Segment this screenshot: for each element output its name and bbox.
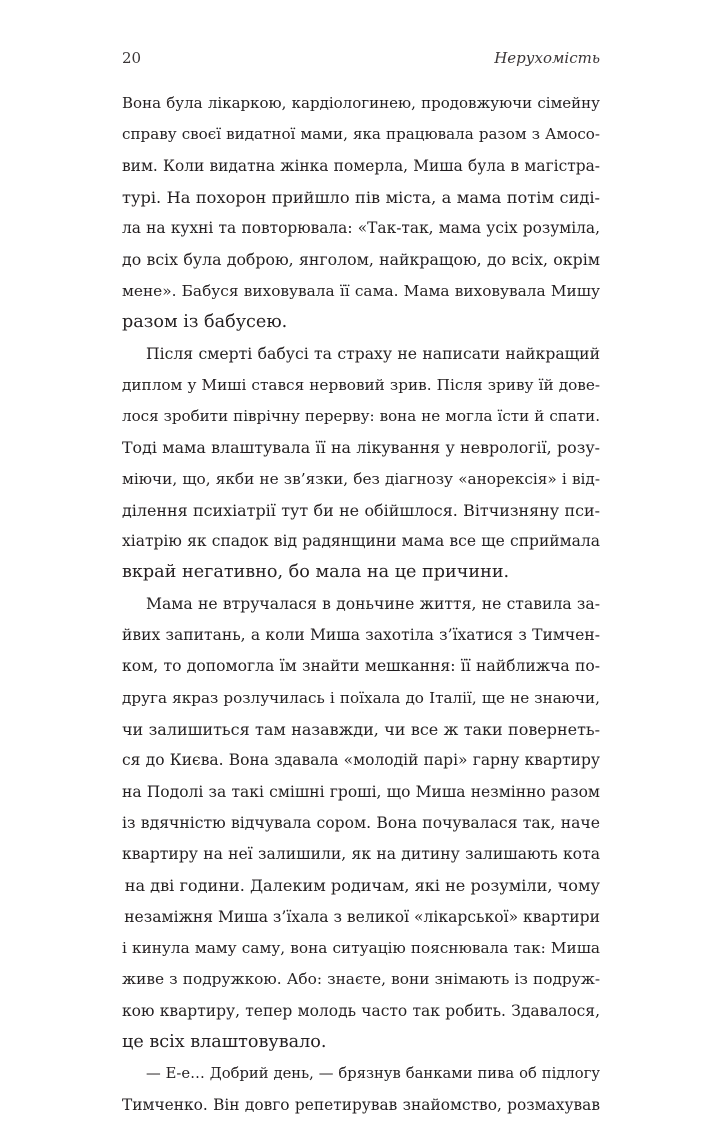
text-line: хіатрію як спадок від радянщини мама все ще сприймала bbox=[122, 532, 600, 551]
text-line: Тимченко. Він довго репетирував знайомство, розмахував bbox=[122, 1095, 600, 1114]
text-line: чи залишиться там назавжди, чи все ж таки повернеть- bbox=[122, 719, 600, 739]
text-line: вим. Коли видатна жінка померла, Миша була в магістра- bbox=[122, 156, 600, 175]
text-line: вкрай негативно, бо мала на це причини. bbox=[122, 562, 510, 583]
text-line: на Подолі за такі смішні гроші, що Миша незмінно разом bbox=[122, 782, 600, 801]
text-line: і кинула маму саму, вона ситуацію пояснювала так: Миша bbox=[122, 939, 600, 958]
text-line: разом із бабусею. bbox=[122, 312, 288, 333]
text-line: справу своєї видатної мами, яка працювала разом з Амосо- bbox=[122, 125, 600, 144]
text-line: кою квартиру, тепер молодь часто так робить. Здавалося, bbox=[122, 1001, 600, 1020]
page-number: 20 bbox=[122, 49, 142, 67]
text-line: Мама не втручалася в доньчине життя, не ставила за- bbox=[146, 594, 600, 613]
text-line: живе з подружкою. Або: знаєте, вони знімають із подруж- bbox=[122, 970, 600, 989]
text-line: диплом у Миші стався нервовий зрив. Після зриву їй дове- bbox=[122, 375, 600, 394]
text-line: мене». Бабуся виховувала її сама. Мама виховувала Мишу bbox=[122, 281, 600, 300]
text-line: це всіх влаштовувало. bbox=[122, 1031, 327, 1052]
text-line: міючи, що, якби не зв’язки, без діагнозу «анорексія» і від- bbox=[122, 469, 600, 488]
text-line: друга якраз розлучилась і поїхала до Італії, ще не знаючи, bbox=[122, 688, 600, 707]
text-line: турі. На похорон прийшло пів міста, а мама потім сиді- bbox=[122, 187, 600, 207]
text-line: ся до Києва. Вона здавала «молодій парі» гарну квартиру bbox=[122, 751, 600, 770]
section-title: Нерухомість bbox=[494, 49, 600, 67]
running-head bbox=[122, 49, 600, 73]
text-line: Тоді мама влаштувала її на лікування у неврології, розу- bbox=[122, 438, 600, 458]
text-line: лося зробити піврічну перерву: вона не могла їсти й спати. bbox=[122, 406, 600, 425]
text-line: ла на кухні та повторювала: «Так-так, мама усіх розуміла, bbox=[122, 219, 600, 238]
text-line: до всіх була доброю, янголом, найкращою, до всіх, окрім bbox=[122, 250, 600, 270]
text-line: незаміжня Миша з’їхала з великої «лікарської» квартири bbox=[124, 907, 600, 926]
text-line: ком, то допомогла їм знайти мешкання: її найближча по- bbox=[122, 657, 600, 676]
text-line: йвих запитань, а коли Миша захотіла з’їхатися з Тимчен- bbox=[122, 626, 600, 645]
text-line: — Е-е… Добрий день, — брязнув банками пива об підлогу bbox=[146, 1065, 600, 1083]
text-line: на дві години. Далеким родичам, які не розуміли, чому bbox=[124, 876, 600, 896]
text-line: ділення психіатрії тут би не обійшлося. Вітчизняну пси- bbox=[122, 500, 600, 520]
text-line: Вона була лікаркою, кардіологинею, продовжуючи сімейну bbox=[122, 94, 600, 112]
text-line: квартиру на неї залишили, як на дитину залишають кота bbox=[122, 845, 600, 864]
text-line: Після смерті бабусі та страху не написати найкращий bbox=[146, 344, 600, 364]
text-line: із вдячністю відчувала сором. Вона почувалася так, наче bbox=[122, 813, 600, 832]
body-text bbox=[122, 88, 600, 1121]
